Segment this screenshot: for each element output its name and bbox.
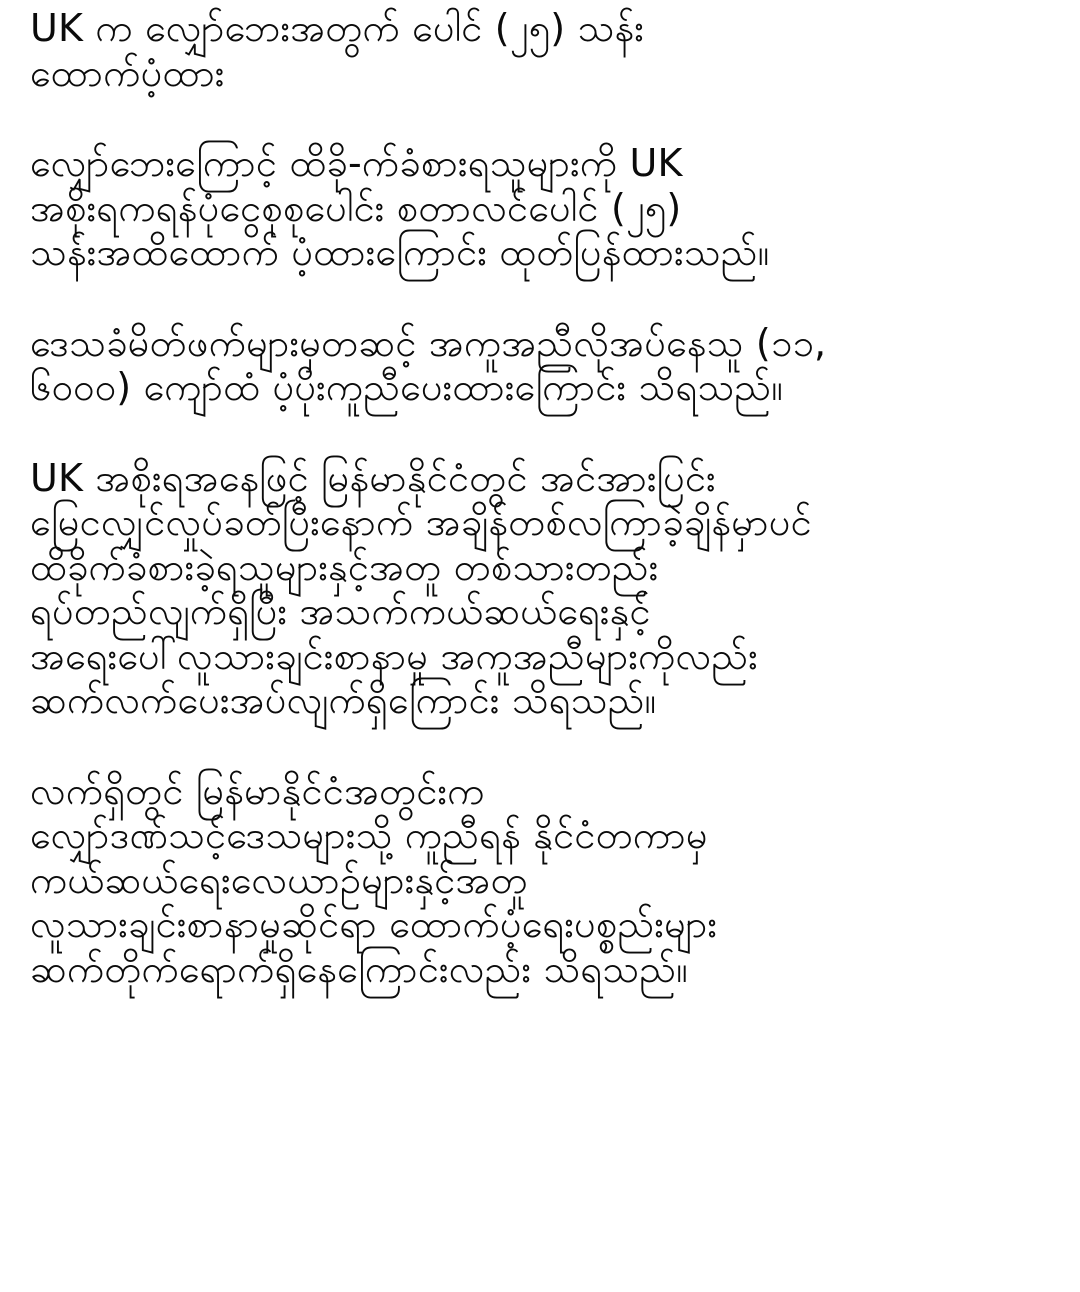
- paragraph-line: လျှော်ဒဏ်သင့်ဒေသများသို့ ကူညီရန် နိုင်ငံတကာမှ: [30, 813, 708, 857]
- paragraph-line: ရပ်တည်လျက်ရှိပြီး အသက်ကယ်ဆယ်ရေးနှင့်: [30, 589, 651, 633]
- paragraph-line: လက်ရှိတွင် မြန်မာနိုင်ငံအတွင်းက: [30, 768, 485, 813]
- article-paragraph: [30, 141, 1050, 275]
- paragraph-line: လူသားချင်းစာနာမှုဆိုင်ရာ ထောက်ပံ့ရေးပစ္စည်းများ: [30, 902, 718, 946]
- paragraph-line: ဆက်တိုက်ရောက်ရှိနေကြောင်းလည်း သိရသည်။: [30, 946, 689, 991]
- article-headline: [30, 6, 1050, 95]
- paragraph-line: မြေငလျှင်လှုပ်ခတ်ပြီးနောက် အချိန်တစ်လကြာခဲ့ချိန်မှာပင်: [30, 500, 812, 544]
- paragraph-line: ဒေသခံမိတ်ဖက်များမှတဆင့် အကူအညီလိုအပ်နေသူ (၁၁,: [30, 320, 827, 365]
- paragraph-line: သန်းအထိထောက် ပံ့ထားကြောင်း ထုတ်ပြန်ထားသည်။: [30, 230, 770, 274]
- headline-line: UK က လျှော်ဘေးအတွက် ပေါင် (၂၅) သန်း: [30, 6, 645, 50]
- headline-line: ထောက်ပံ့ထား: [30, 50, 225, 95]
- article-paragraph: [30, 456, 1050, 723]
- paragraph-line: ဆက်လက်ပေးအပ်လျက်ရှိကြောင်း သိရသည်။: [30, 678, 657, 722]
- paragraph-line: ကယ်ဆယ်ရေးလေယာဉ်များနှင့်အတူ: [30, 857, 528, 902]
- article-paragraph: [30, 321, 1050, 410]
- article-paragraph: [30, 769, 1050, 992]
- paragraph-line: ထိခိုက်ခံစားခဲ့ရသူများနှင့်အတူ တစ်သားတည်း: [30, 544, 659, 589]
- paragraph-line: ၆၀၀၀) ကျော်ထံ ပံ့ပိုးကူညီပေးထားကြောင်း သိရသည်။: [30, 365, 784, 409]
- paragraph-line: UK အစိုးရအနေဖြင့် မြန်မာနိုင်ငံတွင် အင်အားပြင်း: [30, 455, 716, 500]
- paragraph-line: လျှော်ဘေးကြောင့် ထိခို-က်ခံစားရသူများကို UK: [30, 141, 683, 185]
- paragraph-line: အစိုးရကရန်ပုံငွေစုစုပေါင်း စတာလင်ပေါင် (၂၅): [30, 185, 682, 230]
- paragraph-line: အရေးပေါ်လူသားချင်းစာနာမှု အကူအညီများကိုလည်း: [30, 633, 758, 678]
